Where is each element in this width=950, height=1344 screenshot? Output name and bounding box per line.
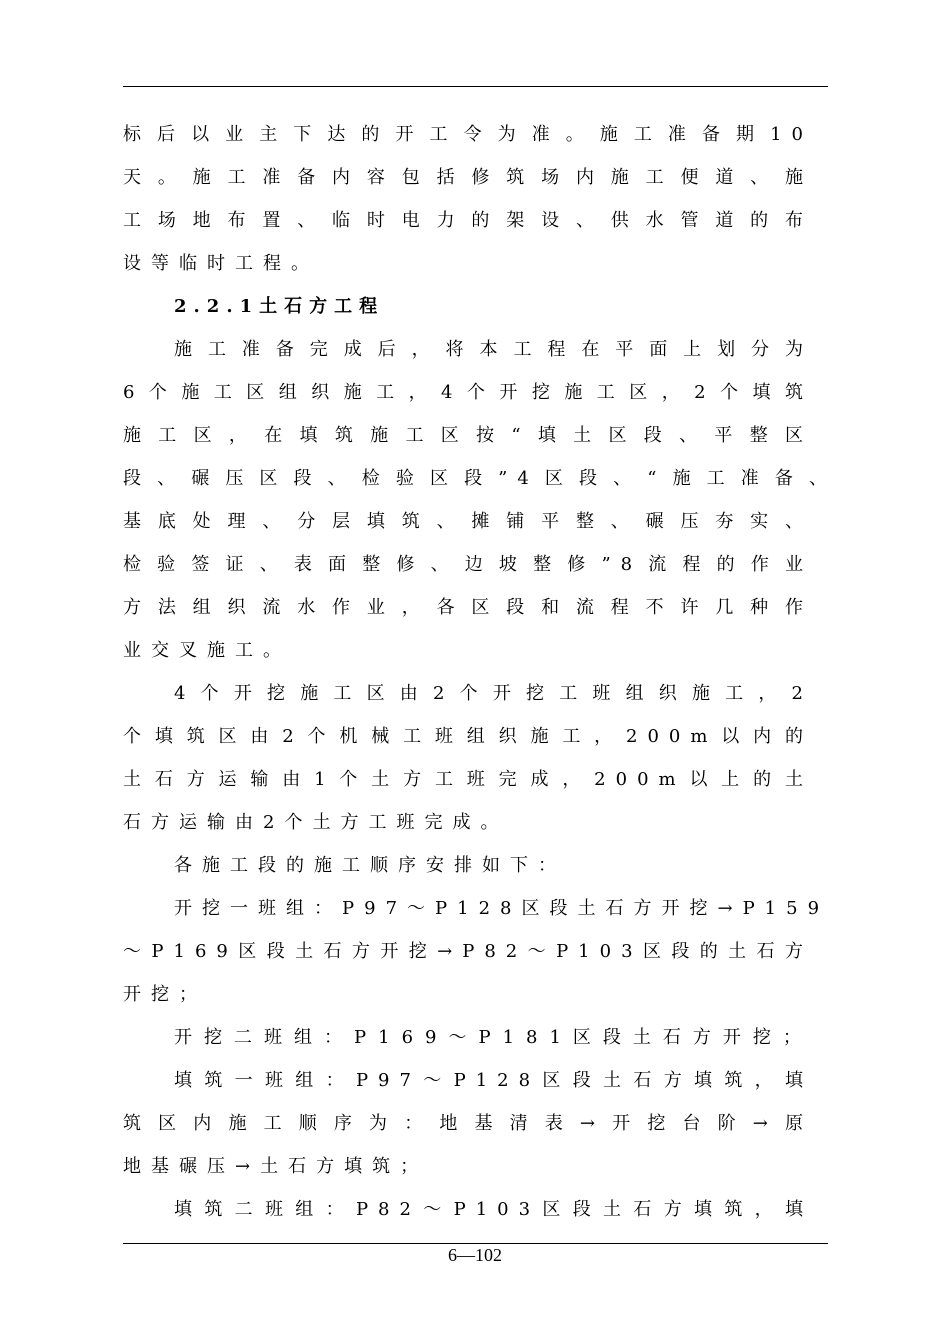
paragraph-line: 各施工段的施工顺序安排如下： — [174, 855, 566, 876]
paragraph-line: 施工区，在填筑施工区按“填土区段、平整区 — [123, 425, 813, 446]
paragraph-line: 业交叉施工。 — [123, 640, 291, 661]
paragraph-line: 天。施工准备内容包括修筑场内施工便道、施 — [123, 167, 813, 188]
paragraph-line: 基底处理、分层填筑、摊铺平整、碾压夯实、 — [123, 511, 813, 532]
paragraph-line: 施工准备完成后，将本工程在平面上划分为 — [174, 339, 813, 360]
paragraph-line: 检验签证、表面整修、边坡整修”8流程的作业 — [123, 554, 813, 575]
paragraph-line: 筑区内施工顺序为：地基清表→开挖台阶→原 — [123, 1113, 813, 1134]
paragraph-line: 填筑一班组：P97～P128区段土石方填筑，填 — [174, 1070, 813, 1091]
paragraph-line: 段、碾压区段、检验区段”4区段、“施工准备、 — [123, 468, 837, 489]
paragraph-line: 开挖二班组：P169～P181区段土石方开挖； — [174, 1027, 813, 1048]
paragraph-line: 土石方运输由1个土方工班完成，200m以上的土 — [123, 769, 814, 790]
page-number: 6—102 — [448, 1245, 502, 1265]
paragraph-line: 地基碾压→土石方填筑； — [123, 1156, 429, 1177]
paragraph-line: 方法组织流水作业，各区段和流程不许几种作 — [123, 597, 813, 618]
paragraph-line: 石方运输由2个土方工班完成。 — [123, 812, 509, 833]
paragraph-line: 个填筑区由2个机械工班组织施工，200m以内的 — [123, 726, 813, 747]
paragraph-line: 4个开挖施工区由2个开挖工班组织施工，2 — [174, 683, 813, 704]
paragraph-line: 工场地布置、临时电力的架设、供水管道的布 — [123, 210, 813, 231]
paragraph-line: 开挖； — [123, 984, 207, 1005]
paragraph-line: 开挖一班组：P97～P128区段土石方开挖→P159 — [174, 898, 830, 919]
paragraph-line: 设等临时工程。 — [123, 253, 319, 274]
section-heading: 2.2.1土石方工程 — [174, 296, 385, 317]
paragraph-line: 标后以业主下达的开工令为准。施工准备期10 — [123, 124, 813, 145]
paragraph-line: 填筑二班组：P82～P103区段土石方填筑，填 — [174, 1199, 813, 1220]
header-rule — [123, 86, 828, 87]
paragraph-line: 6个施工区组织施工，4个开挖施工区，2个填筑 — [123, 382, 813, 403]
paragraph-line: ～P169区段土石方开挖→P82～P103区段的土石方 — [123, 941, 813, 962]
